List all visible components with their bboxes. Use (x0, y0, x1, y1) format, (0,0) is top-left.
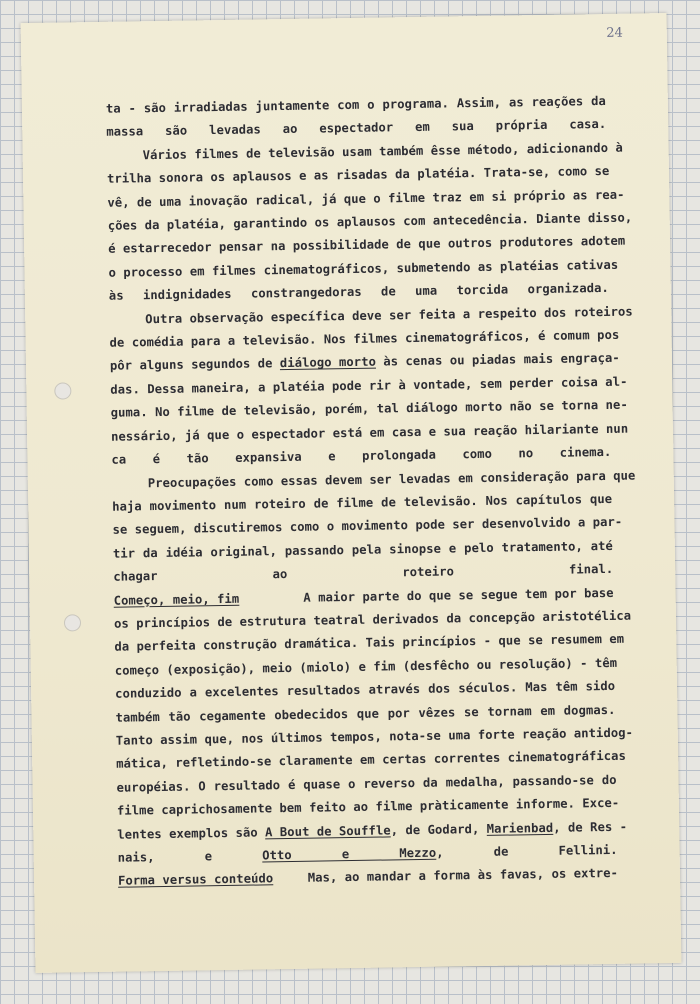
text-line: se seguem, discutiremos como o movimento pode ser desenvolvido a par- (112, 515, 623, 538)
text-line: conduzido a excelentes resultados através dos séculos. Mas têm sido (115, 679, 616, 701)
text-line: mática, refletindo-se claramente em certas correntes cinematográficas (116, 749, 627, 772)
text-line: o processo em filmes cinematográficos, submetendo as platéias cativas (108, 257, 619, 280)
text-fragment: nais, e (117, 849, 213, 865)
text-fragment: , de Godard, (390, 821, 480, 838)
text-line: começo (exposição), meio (miolo) e fim (desfêcho ou resolução) - têm (114, 655, 618, 678)
text-fragment: , de Res - (553, 819, 628, 835)
text-fragment: pôr alguns segundos de (109, 356, 273, 374)
page-number: 24 (606, 25, 623, 41)
text-line: também tão cegamente obedecidos que por vêzes se tornam em dogmas. (115, 702, 616, 725)
text-line: filme caprichosamente bem feito ao filme pràticamente informe. Exce- (116, 796, 620, 818)
text-fragment: às cenas ou piadas mais engraça- (383, 351, 620, 369)
text-line: Vários filmes de televisão usam também êsse método, adicionando à (142, 140, 623, 163)
text-line: massa são levadas ao espectador em sua própria casa. (106, 117, 607, 140)
text-line: Outra observação específica deve ser feita a respeito dos roteiros (145, 304, 633, 326)
text-line: das. Dessa maneira, a platéia pode rir à vontade, sem perder coisa al- (110, 374, 628, 397)
film-title: Otto e Mezzo (262, 845, 437, 863)
text-line: nessário, já que o espectador está em casa e sua reação hilariante nun (110, 421, 629, 444)
paragraph (106, 137, 633, 309)
text-fragment: A maior parte do que se segue tem por base (303, 585, 614, 605)
underlined-term: diálogo morto (279, 355, 377, 371)
punch-hole (54, 382, 71, 399)
text-line: haja movimento num roteiro de filme de televisão. Nos capítulos que (112, 491, 613, 514)
typewritten-page (21, 13, 682, 973)
text-line: ca é tão expansiva e prolongada como no cinema. (111, 444, 612, 467)
body-text (105, 90, 636, 894)
text-line: ta - são irradiadas juntamente com o programa. Assim, as reações da (105, 93, 606, 116)
paragraph (112, 464, 636, 589)
text-fragment: lentes exemplos são (117, 825, 258, 842)
text-fragment: Mas, ao mandar a forma às favas, os extre- (307, 866, 619, 886)
text-fragment: , de Fellini. (436, 842, 618, 860)
text-line: os princípios de estrutura teatral derivados da concepção aristotélica (113, 608, 632, 631)
paragraph (109, 301, 633, 473)
text-line: de comédia para a televisão. Nos filmes cinematográficos, é comum pos (109, 327, 620, 350)
film-title: Marienbad (486, 820, 554, 836)
section-heading: Começo, meio, fim (113, 591, 240, 608)
text-line: chagar ao roteiro final. (113, 562, 614, 584)
text-line: às indignidades constrangedoras de uma torcida organizada. (108, 281, 609, 304)
punch-hole (64, 614, 81, 631)
text-line: é estarrecedor pensar na possibilidade de que outros produtores adotem (108, 234, 626, 257)
text-line: ções da platéia, garantindo os aplausos com antecedência. Diante disso, (107, 210, 633, 233)
text-line: européias. O resultado é quase o reverso da medalha, passando-se do (116, 772, 617, 795)
paragraph (106, 90, 607, 145)
paragraph (113, 581, 634, 870)
film-title: A Bout de Souffle (264, 823, 391, 839)
text-line: vê, de uma inovação radical, já que o filme traz em si próprio as rea- (107, 187, 625, 210)
text-line: Tanto assim que, nos últimos tempos, nota-se uma forte reação antidog- (115, 725, 634, 748)
text-line: trilha sonora os aplausos e as risadas da platéia. Trata-se, como se (106, 164, 610, 187)
text-line: Preocupações como essas devem ser levadas em consideração para que (147, 468, 636, 490)
text-line: tir da idéia original, passando pela sinopse e pelo tratamento, até (112, 538, 613, 561)
text-line: guma. No filme de televisão, porém, tal diálogo morto não se torna ne- (110, 397, 628, 421)
section-heading: Forma versus conteúdo (117, 871, 274, 889)
text-line: da perfeita construção dramática. Tais princípios - que se resumem em (114, 632, 625, 655)
